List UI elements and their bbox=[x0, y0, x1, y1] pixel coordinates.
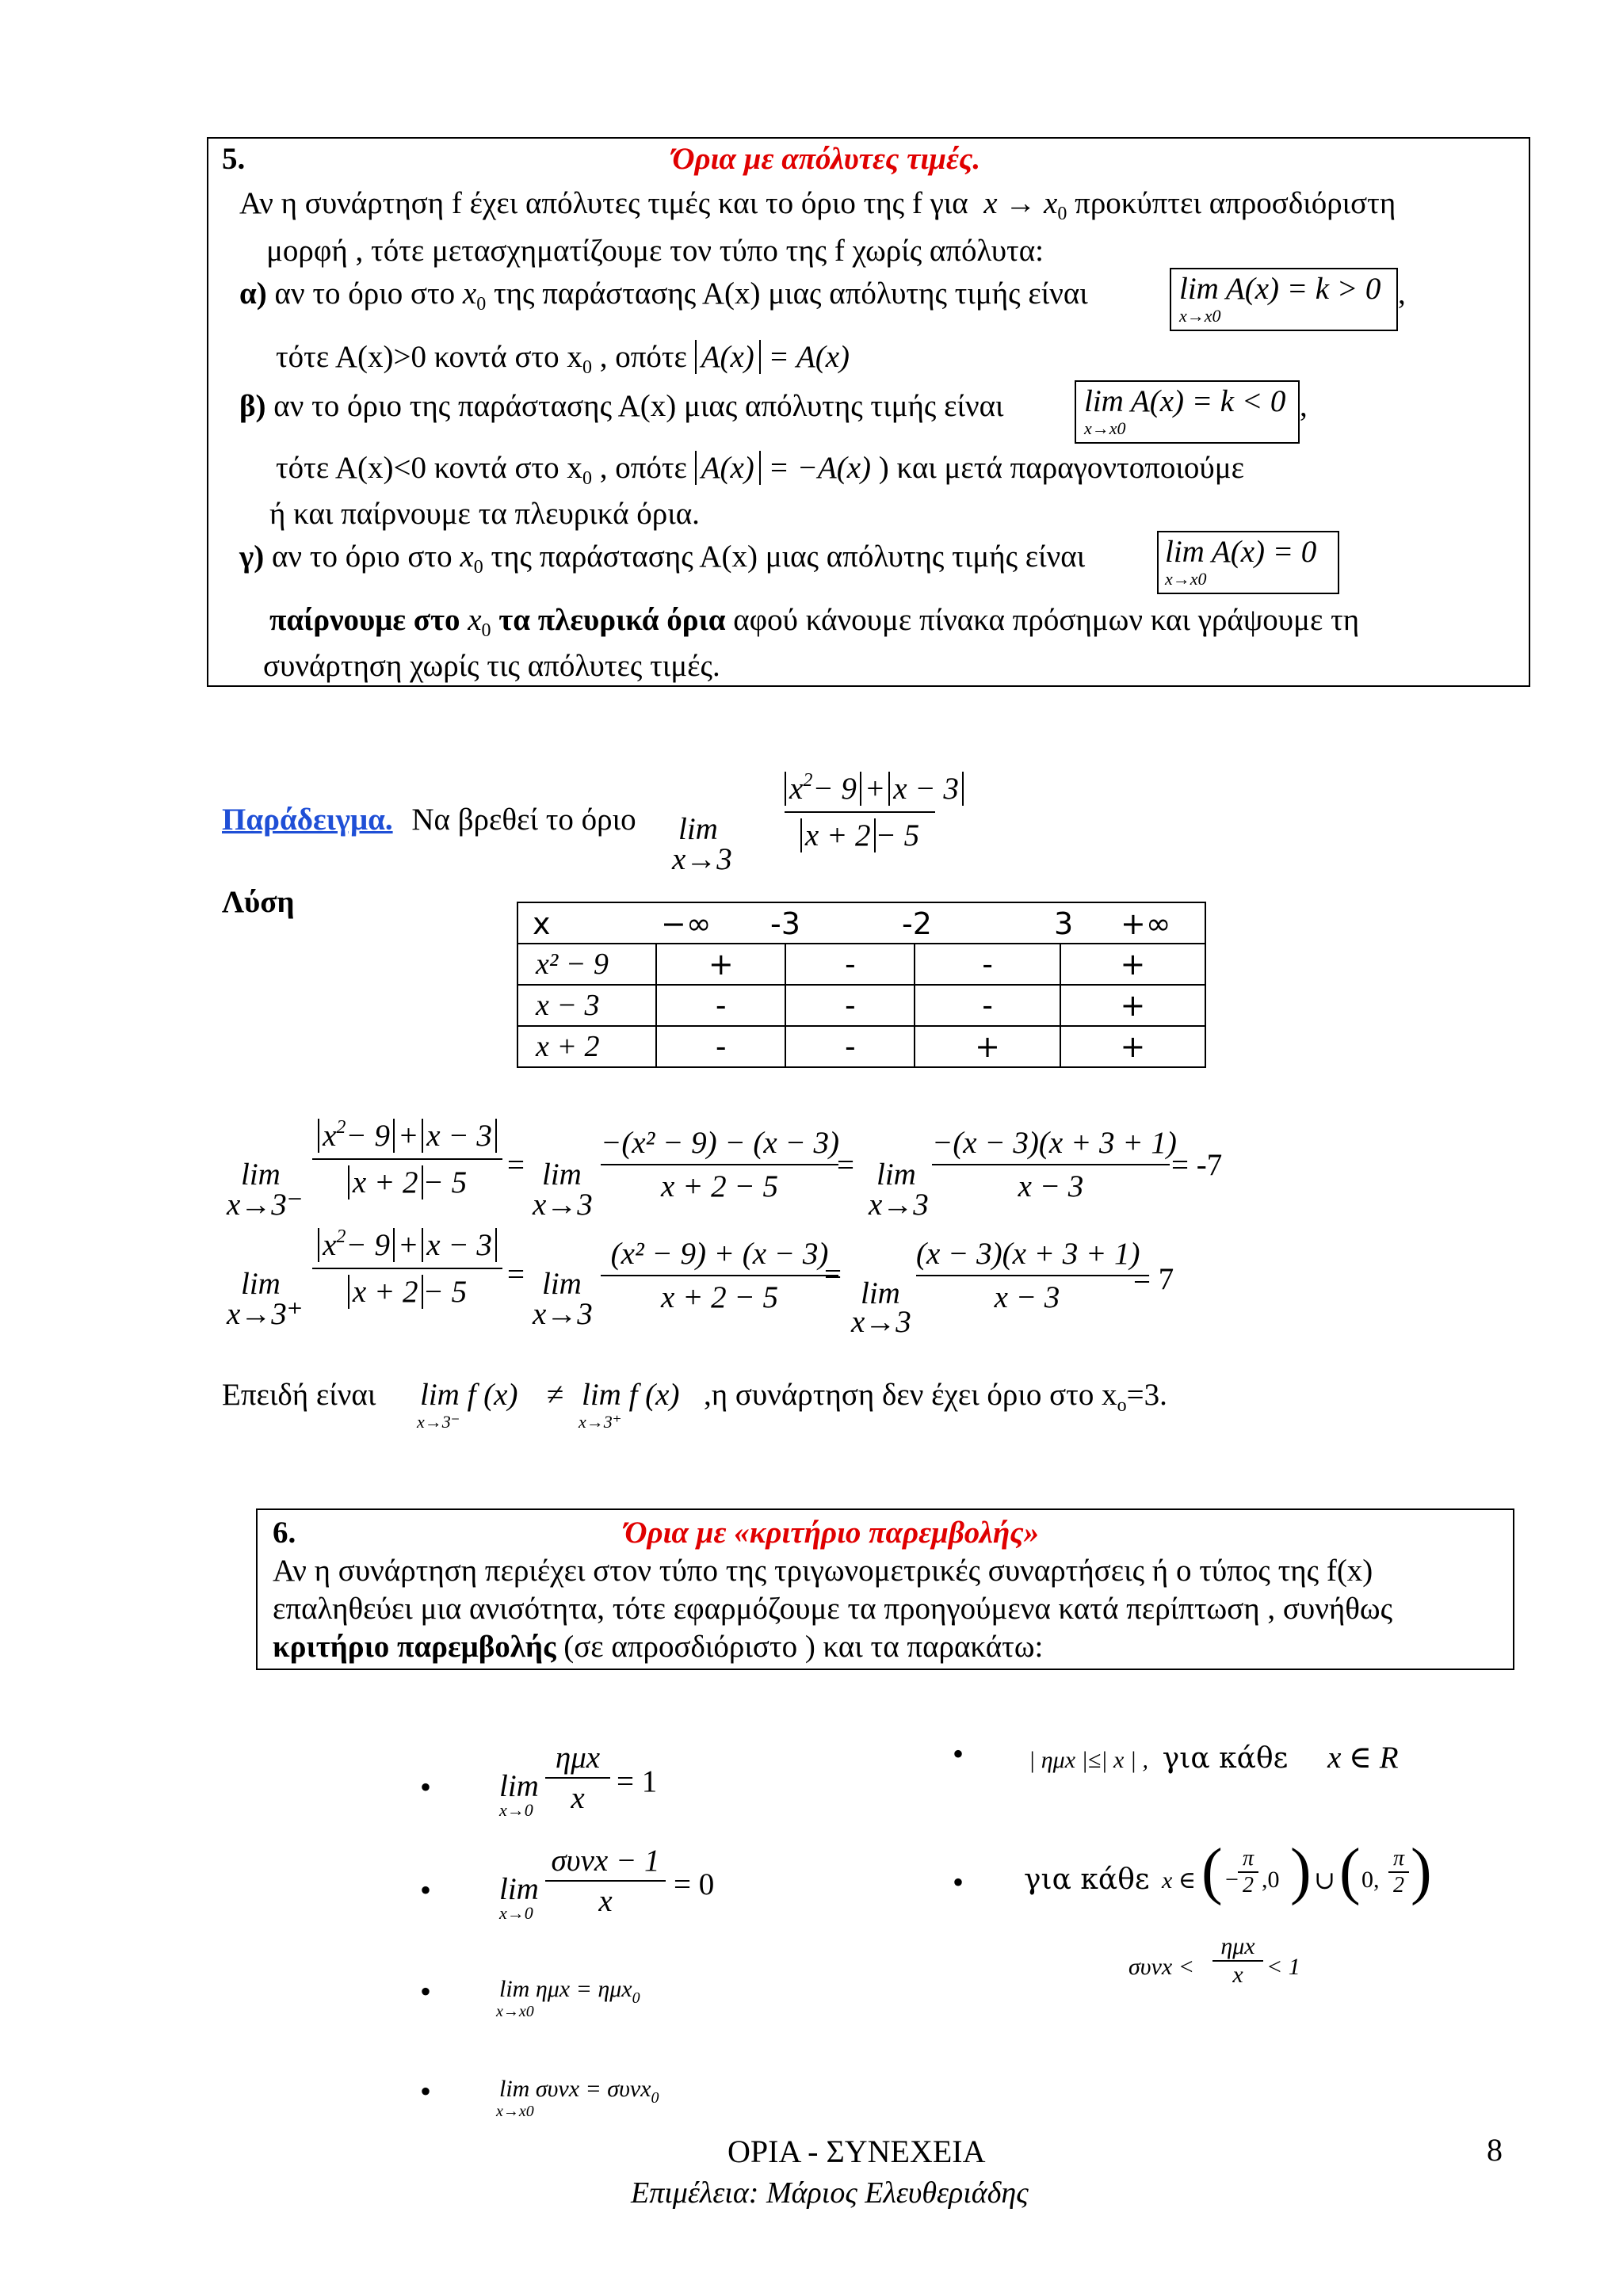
case-a-line bbox=[239, 276, 1088, 315]
r2-paren-l1: ( bbox=[1201, 1836, 1223, 1906]
case-c-text-2: της παράστασης Α(x) μιας απόλυτης τιμής είναι bbox=[491, 540, 1086, 574]
case-b-then-sub: 0 bbox=[582, 468, 592, 489]
f2-lim: lim bbox=[499, 1872, 539, 1906]
sign-row-2-c1: - bbox=[656, 985, 785, 1026]
r2-ineq-num: ημx bbox=[1212, 1933, 1263, 1962]
case-c-x0: x bbox=[460, 540, 474, 574]
left-frac-1-den bbox=[312, 1160, 502, 1200]
f2-frac bbox=[545, 1843, 666, 1919]
r2-frac-2-two: 2 bbox=[1393, 1873, 1404, 1897]
example-num-abs2: x − 3 bbox=[888, 772, 964, 806]
r2-zero-b: 0, bbox=[1361, 1867, 1380, 1893]
case-c-bold-2: τα πλευρικά όρια bbox=[498, 603, 726, 637]
right-frac-2-den: x + 2 − 5 bbox=[661, 1280, 778, 1314]
case-b-text: αν το όριο της παράστασης Α(x) μιας απόλυτης τιμής είναι bbox=[273, 389, 1004, 423]
right-frac-1 bbox=[312, 1226, 502, 1310]
case-b-line bbox=[239, 388, 1004, 424]
sign-row-3-c1: - bbox=[656, 1026, 785, 1067]
example-num-abs1: $x^2- 9$ bbox=[785, 772, 861, 806]
f1-num: ημx bbox=[545, 1740, 610, 1779]
left-frac-1-den-5: − 5 bbox=[422, 1165, 468, 1199]
right-lim3-word: lim bbox=[861, 1276, 900, 1310]
r2-set bbox=[1162, 1867, 1196, 1894]
left-lim-word: lim bbox=[241, 1158, 281, 1192]
right-frac-1-den-5: − 5 bbox=[422, 1275, 468, 1309]
solution-label: Λύση bbox=[222, 885, 295, 919]
example-numerator bbox=[785, 770, 959, 813]
f1-sub: x→0 bbox=[499, 1800, 533, 1820]
case-a-label: α) bbox=[239, 277, 267, 311]
sign-row-3-c3: + bbox=[915, 1026, 1060, 1067]
case-a-formula-sub: x→x0 bbox=[1179, 306, 1221, 326]
conclusion-lim-r-f: f (x) bbox=[628, 1378, 680, 1412]
case-b-comma: , bbox=[1300, 389, 1308, 423]
r2-paren-l2: ( bbox=[1339, 1836, 1361, 1906]
footer-title: ΟΡΙΑ - ΣΥΝΕΧΕΙΑ bbox=[727, 2134, 986, 2169]
conclusion bbox=[222, 1377, 376, 1413]
case-b-label: β) bbox=[239, 389, 266, 423]
conclusion-lim-r-sub: x→3⁺ bbox=[579, 1412, 622, 1432]
sign-header-m2: -2 bbox=[902, 906, 932, 941]
case-c-label: γ) bbox=[239, 540, 265, 574]
left-eq-1: = bbox=[507, 1148, 525, 1182]
example-lim-word: lim bbox=[678, 812, 718, 846]
left-frac-3 bbox=[932, 1125, 1177, 1204]
right-lim2-sub: x→3 bbox=[533, 1297, 593, 1331]
case-c-formula-box bbox=[1157, 531, 1339, 594]
r2-ineq-l: συνx < bbox=[1128, 1954, 1194, 1980]
case-b-then-1: τότε Α(x)<0 κοντά στο x bbox=[276, 451, 582, 485]
section6-number: 6. bbox=[273, 1516, 296, 1550]
case-a-formula: lim A(x) = k > 0 bbox=[1179, 272, 1381, 306]
sign-row-3 bbox=[517, 1026, 1205, 1067]
conclusion-text-1: Επειδή είναι bbox=[222, 1378, 376, 1412]
case-b-then bbox=[276, 450, 1244, 490]
f4-lim: lim bbox=[499, 2076, 530, 2102]
intro-text-b: προκύπτει απροσδιόριστη bbox=[1075, 186, 1396, 220]
conclusion-text-2: ,η συνάρτηση δεν έχει όριο στο x bbox=[704, 1378, 1117, 1412]
bullet-3: • bbox=[420, 1974, 432, 2009]
f1-lim: lim bbox=[499, 1769, 539, 1803]
case-a-then-sub: 0 bbox=[582, 357, 592, 378]
right-frac-1-den bbox=[312, 1269, 502, 1310]
example-line bbox=[222, 802, 636, 837]
right-frac-1-9: − 9 bbox=[346, 1228, 390, 1262]
sign-row-1-c4: + bbox=[1060, 944, 1205, 985]
left-result: = -7 bbox=[1171, 1148, 1223, 1182]
conclusion-neq: ≠ bbox=[547, 1378, 564, 1412]
example-den-5: − 5 bbox=[875, 818, 920, 852]
left-lim3-sub: x→3 bbox=[869, 1188, 929, 1222]
example-den-abs: x + 2 bbox=[800, 818, 876, 852]
r2-frac-1-two: 2 bbox=[1243, 1873, 1254, 1897]
f2-num: συνx − 1 bbox=[545, 1843, 666, 1882]
bullet-6: • bbox=[953, 1864, 964, 1900]
case-a-text-2: της παράστασης Α(x) μιας απόλυτης τιμής είναι bbox=[493, 277, 1088, 311]
case-a-x0-sub: 0 bbox=[476, 294, 487, 315]
sign-header-x: x bbox=[533, 906, 551, 941]
f4-expr-sub: 0 bbox=[651, 2089, 659, 2107]
case-c-formula: lim A(x) = 0 bbox=[1165, 535, 1317, 569]
right-frac-1-den-abs: x + 2 bbox=[348, 1275, 423, 1309]
sign-table bbox=[517, 902, 1206, 1068]
intro-text-a: Αν η συνάρτηση f έχει απόλυτες τιμές και το όριο της f για bbox=[239, 186, 968, 220]
section5-intro bbox=[239, 185, 1396, 225]
left-lim2-word: lim bbox=[542, 1158, 582, 1192]
right-frac-3 bbox=[916, 1236, 1138, 1315]
r2-ineq-r: < 1 bbox=[1266, 1954, 1300, 1980]
case-a-abs-eq: = A(x) bbox=[768, 340, 850, 374]
r2-minus: − bbox=[1225, 1867, 1239, 1893]
case-c-x0b: x bbox=[468, 603, 482, 637]
f1-frac bbox=[545, 1740, 610, 1816]
conclusion-sub-o: o bbox=[1117, 1395, 1127, 1416]
case-a-then-1: τότε Α(x)>0 κοντά στο x bbox=[276, 340, 582, 374]
right-frac-1-abs1: $x^2- 9$ bbox=[318, 1228, 395, 1262]
right-frac-2 bbox=[601, 1236, 838, 1315]
case-c-rule bbox=[269, 602, 1359, 642]
f2-den: x bbox=[598, 1884, 613, 1918]
left-frac-2-den: x + 2 − 5 bbox=[661, 1169, 778, 1203]
left-frac-1 bbox=[312, 1117, 502, 1200]
conclusion-lim-r bbox=[582, 1377, 679, 1413]
sign-row-1-c2: - bbox=[785, 944, 915, 985]
section6-line3-rest: (σε απροσδιόριστο ) και τα παρακάτω: bbox=[563, 1630, 1044, 1664]
left-frac-1-9: − 9 bbox=[346, 1119, 390, 1153]
r2-zero-a: ,0 bbox=[1262, 1867, 1280, 1893]
sign-header-m3: -3 bbox=[770, 906, 800, 941]
f3-lim: lim bbox=[499, 1976, 530, 2002]
right-lim3-sub: x→3 bbox=[851, 1305, 911, 1339]
f2-sub: x→0 bbox=[499, 1903, 533, 1923]
sign-row-2-c3: - bbox=[915, 985, 1060, 1026]
sign-row-3-c4: + bbox=[1060, 1026, 1205, 1067]
right-frac-3-den: x − 3 bbox=[994, 1280, 1060, 1314]
section6-line2: επαληθεύει μια ανισότητα, τότε εφαρμόζουμε τα προηγούμενα κατά περίπτωση , συνήθως bbox=[273, 1592, 1393, 1626]
sign-header-3: 3 bbox=[1054, 906, 1074, 941]
conclusion-lim-l-sub: x→3⁻ bbox=[417, 1412, 460, 1432]
r2-ineq-frac bbox=[1212, 1933, 1263, 1989]
case-b-line2: ή και παίρνουμε τα πλευρικά όρια. bbox=[269, 497, 700, 531]
right-frac-1-x: x bbox=[323, 1228, 337, 1262]
r2-frac-1 bbox=[1238, 1846, 1258, 1898]
left-lim-sub: x→3⁻ bbox=[227, 1188, 304, 1222]
case-b-then-2: , οπότε bbox=[599, 451, 687, 485]
right-lim-sub: x→3⁺ bbox=[227, 1297, 304, 1331]
right-frac-1-plus: + bbox=[397, 1228, 419, 1262]
case-c-line bbox=[239, 539, 1085, 578]
sign-header-minf: −∞ bbox=[661, 906, 712, 941]
conclusion-lim-l-word: lim bbox=[420, 1378, 460, 1412]
left-eq-2: = bbox=[837, 1148, 854, 1182]
f1-den: x bbox=[571, 1781, 585, 1815]
section6-line3 bbox=[273, 1629, 1043, 1665]
left-frac-3-den: x − 3 bbox=[1018, 1169, 1084, 1203]
bullet-5: • bbox=[953, 1736, 964, 1772]
sign-row-3-label: x + 2 bbox=[517, 1026, 656, 1067]
example-lim-sub: x→3 bbox=[672, 842, 732, 876]
left-lim3-word: lim bbox=[876, 1158, 916, 1192]
case-c-line2: συνάρτηση χωρίς τις απόλυτες τιμές. bbox=[263, 649, 720, 683]
section6-line3-bold: κριτήριο παρεμβολής bbox=[273, 1630, 556, 1664]
bullet-1: • bbox=[420, 1769, 432, 1805]
f3-expr-sub: 0 bbox=[632, 1989, 640, 2007]
f1-rhs: = 1 bbox=[617, 1764, 658, 1798]
left-frac-1-den-abs: x + 2 bbox=[348, 1165, 423, 1199]
r2-ineq-den: x bbox=[1232, 1962, 1243, 1988]
example-fraction bbox=[785, 770, 959, 853]
sign-row-3-c2: - bbox=[785, 1026, 915, 1067]
sign-row-2-label: x − 3 bbox=[517, 985, 656, 1026]
intro-arrow: x → x bbox=[983, 186, 1058, 220]
left-frac-1-num bbox=[312, 1117, 502, 1160]
conclusion-lim-r-word: lim bbox=[582, 1378, 621, 1412]
sign-row-1 bbox=[517, 944, 1205, 985]
case-b-formula-box bbox=[1075, 380, 1300, 444]
right-frac-3-num: (x − 3)(x + 3 + 1) bbox=[916, 1236, 1138, 1276]
case-a-comma: , bbox=[1398, 277, 1406, 311]
intro-sub: 0 bbox=[1057, 204, 1067, 224]
case-b-formula: lim A(x) = k < 0 bbox=[1084, 384, 1286, 418]
left-frac-1-abs1: $x^2- 9$ bbox=[318, 1119, 395, 1153]
case-b-then-3: ) και μετά παραγοντοποιούμε bbox=[878, 451, 1244, 485]
sign-header-pinf: +∞ bbox=[1121, 906, 1171, 941]
example-label[interactable]: Παράδειγμα. bbox=[222, 803, 393, 837]
right-lim-word: lim bbox=[241, 1267, 281, 1301]
r2-frac-2 bbox=[1388, 1846, 1409, 1898]
right-eq-1: = bbox=[507, 1257, 525, 1291]
sign-row-2-c2: - bbox=[785, 985, 915, 1026]
left-frac-1-plus: + bbox=[397, 1119, 419, 1153]
section6-title: Όρια με «κριτήριο παρεμβολής» bbox=[624, 1516, 1040, 1550]
sign-row-1-label: x² − 9 bbox=[517, 944, 656, 985]
f4-sub: x→x0 bbox=[496, 2103, 534, 2120]
left-frac-3-num: −(x − 3)(x + 3 + 1) bbox=[932, 1125, 1170, 1165]
right-frac-2-num: (x² − 9) + (x − 3) bbox=[601, 1236, 838, 1276]
example-num-x: x bbox=[789, 772, 804, 806]
section5-line2: μορφή , τότε μετασχηματίζουμε τον τύπο της f χωρίς απόλυτα: bbox=[266, 234, 1044, 268]
r2-set-x: x ∈ bbox=[1162, 1867, 1197, 1894]
right-lim2-word: lim bbox=[542, 1267, 582, 1301]
f3-expr: ημx = ημx bbox=[535, 1976, 632, 2002]
case-c-rest: αφού κάνουμε πίνακα πρόσημων και γράψουμε τη bbox=[733, 603, 1360, 637]
right-frac-1-num bbox=[312, 1226, 502, 1269]
r1-expr: | ημx |≤| x | , bbox=[1029, 1747, 1149, 1773]
sign-row-2 bbox=[517, 985, 1205, 1026]
r2-paren-r2: ) bbox=[1411, 1836, 1432, 1906]
case-b-abs: A(x) bbox=[695, 451, 761, 485]
r1 bbox=[1029, 1740, 1399, 1775]
conclusion-lim-l-f: f (x) bbox=[467, 1378, 518, 1412]
example-num-plus: + bbox=[864, 772, 886, 806]
left-frac-2 bbox=[601, 1125, 838, 1204]
right-result: = 7 bbox=[1133, 1262, 1174, 1296]
r2-union: ∪ bbox=[1314, 1866, 1335, 1894]
case-a-formula-box bbox=[1170, 268, 1398, 331]
example-text: Να βρεθεί το όριο bbox=[411, 803, 636, 837]
case-c-x0b-sub: 0 bbox=[481, 620, 491, 641]
sign-row-2-c4: + bbox=[1060, 985, 1205, 1026]
section5-title: Όρια με απόλυτες τιμές. bbox=[672, 142, 981, 176]
case-a-x0: x bbox=[462, 277, 477, 311]
footer-author: Επιμέλεια: Μάριος Ελευθεριάδης bbox=[631, 2176, 1029, 2210]
left-frac-1-abs2: x − 3 bbox=[422, 1119, 497, 1153]
sign-row-1-c1: + bbox=[656, 944, 785, 985]
case-c-x0-sub: 0 bbox=[473, 557, 483, 578]
r1-text: για κάθε bbox=[1162, 1742, 1289, 1775]
r1-set: x ∈ R bbox=[1327, 1741, 1399, 1775]
conclusion-text-3: =3. bbox=[1126, 1378, 1167, 1412]
r2-frac-1-pi: π bbox=[1238, 1846, 1258, 1873]
bullet-2: • bbox=[420, 1872, 432, 1908]
f2-rhs: = 0 bbox=[674, 1867, 715, 1901]
section6-line1: Αν η συνάρτηση περιέχει στον τύπο της τριγωνομετρικές συναρτήσεις ή ο τύπος της f(x) bbox=[273, 1554, 1373, 1588]
example-denominator bbox=[785, 813, 935, 853]
footer-page: 8 bbox=[1487, 2132, 1503, 2168]
left-frac-1-x: x bbox=[323, 1119, 337, 1153]
conclusion-tail bbox=[704, 1377, 1167, 1417]
case-c-bold-1: παίρνουμε στο bbox=[269, 603, 460, 637]
left-lim2-sub: x→3 bbox=[533, 1188, 593, 1222]
case-a-abs: A(x) bbox=[695, 340, 761, 374]
case-b-formula-sub: x→x0 bbox=[1084, 418, 1126, 438]
section5-number: 5. bbox=[222, 142, 246, 176]
bullet-4: • bbox=[420, 2073, 432, 2109]
f4-expr: συνx = συνx bbox=[535, 2076, 651, 2102]
sign-table-header bbox=[517, 902, 1205, 944]
case-c-formula-sub: x→x0 bbox=[1165, 569, 1207, 589]
case-a-text-1: αν το όριο στο bbox=[274, 277, 456, 311]
r2-frac-2-pi: π bbox=[1388, 1846, 1409, 1873]
case-b-abs-eq: = −A(x) bbox=[768, 451, 872, 485]
f3-sub: x→x0 bbox=[496, 2003, 534, 2020]
right-frac-1-abs2: x − 3 bbox=[422, 1228, 497, 1262]
r2-text: για κάθε bbox=[1024, 1863, 1150, 1896]
example-num-9: − 9 bbox=[812, 772, 857, 806]
left-frac-2-num: −(x² − 9) − (x − 3) bbox=[601, 1125, 838, 1165]
r2-paren-r1: ) bbox=[1290, 1836, 1312, 1906]
case-a-then-2: , οπότε bbox=[599, 340, 687, 374]
conclusion-lim-l bbox=[420, 1377, 517, 1413]
sign-row-1-c3: - bbox=[915, 944, 1060, 985]
right-eq-2: = bbox=[824, 1257, 842, 1291]
case-c-text-1: αν το όριο στο bbox=[271, 540, 453, 574]
case-a-then bbox=[276, 339, 850, 379]
